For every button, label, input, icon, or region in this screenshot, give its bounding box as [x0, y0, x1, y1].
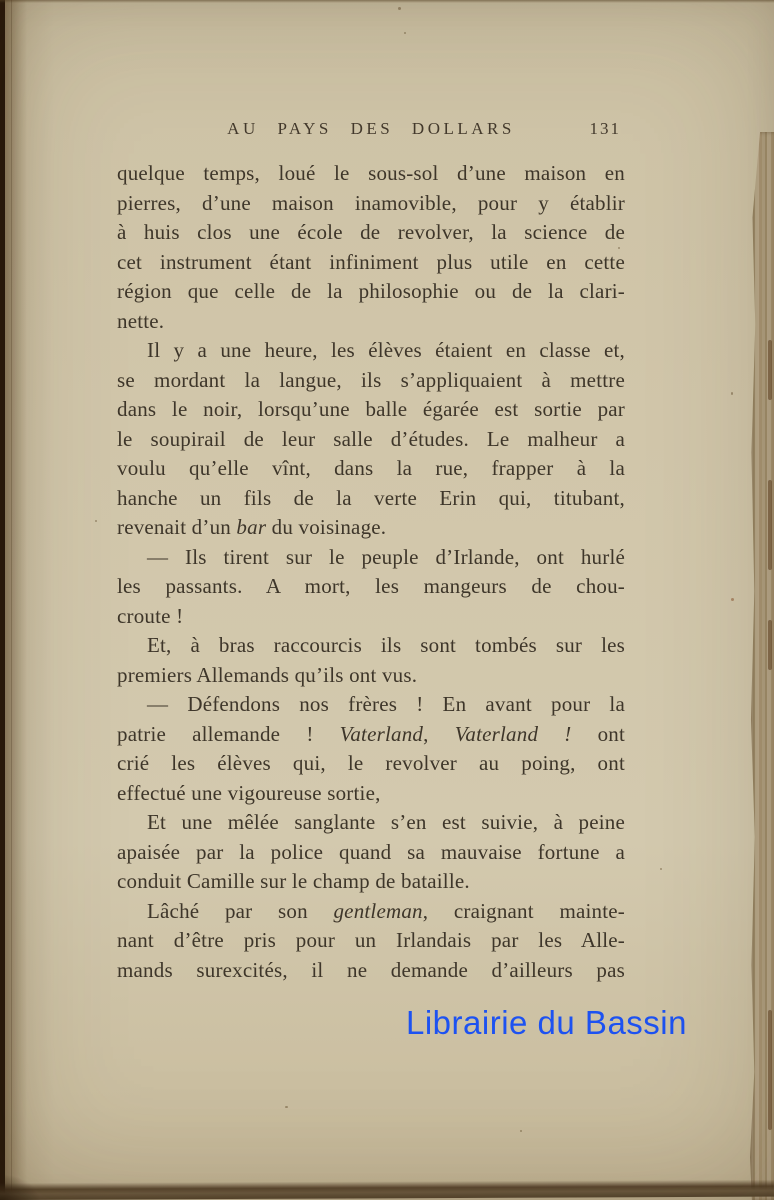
text-segment: à huis clos une école de revolver, la science de: [117, 220, 625, 244]
text-segment: nant d’être pris pour un Irlandais par les Alle-: [117, 928, 625, 952]
text-line: [117, 572, 625, 602]
text-segment: du voisinage.: [266, 515, 387, 539]
text-segment: Lâché par son: [147, 898, 334, 923]
text-segment: Et, à bras raccourcis ils sont tombés sur les: [147, 633, 625, 657]
text-segment: les passants. A mort, les mangeurs de chou-: [117, 574, 625, 598]
text-segment: crié les élèves qui, le revolver au poing, ont: [117, 751, 625, 775]
paper-speck: [95, 520, 97, 522]
text-line: [117, 631, 625, 661]
text-line: [117, 336, 625, 366]
text-line: [117, 395, 625, 425]
text-segment: dans le noir, lorsqu’une balle égarée est sortie par: [117, 397, 625, 421]
text-segment: voulu qu’elle vînt, dans la rue, frapper à la: [117, 456, 625, 480]
text-segment: pierres, d’une maison inamovible, pour y établir: [117, 190, 625, 215]
text-segment: le soupirail de leur salle d’études. Le malheur a: [117, 426, 625, 451]
text-segment: ,: [423, 721, 455, 746]
running-title: AU PAYS DES DOLLARS: [227, 119, 515, 138]
paper-speck: [398, 7, 401, 10]
text-line: [117, 425, 625, 455]
italic-text: gentleman: [333, 898, 423, 923]
text-line: [117, 867, 625, 897]
text-segment: ont: [571, 721, 625, 746]
text-line: [117, 277, 625, 307]
watermark: Librairie du Bassin: [406, 1004, 687, 1041]
page-number: 131: [589, 119, 621, 138]
fore-edge-streak: [768, 340, 772, 400]
text-line: [117, 189, 625, 219]
text-line: [117, 543, 625, 573]
text-line: [117, 720, 625, 750]
text-line: [117, 956, 625, 986]
text-segment: quelque temps, loué le sous-sol d’une maison en: [117, 161, 625, 185]
text-line: [117, 838, 625, 868]
text-segment: revenait d’un: [117, 515, 237, 539]
paper-speck: [404, 32, 406, 34]
paper-speck: [660, 868, 662, 870]
text-segment: nette.: [117, 308, 165, 333]
text-segment: cet instrument étant infiniment plus utile en cette: [117, 249, 625, 274]
text-line: [117, 661, 625, 691]
text-segment: , craignant mainte-: [422, 898, 625, 923]
bottom-left-corner-shadow: [0, 1174, 40, 1200]
text-line: [117, 159, 625, 189]
text-segment: — Ils tirent sur le peuple d’Irlande, ont hurlé: [147, 544, 625, 569]
italic-text: Vaterland: [339, 721, 424, 746]
paper-speck: [618, 247, 620, 249]
text-segment: — Défendons nos frères ! En avant pour la: [147, 692, 625, 716]
running-head: [117, 119, 625, 143]
text-segment: mands surexcités, il ne demande d’ailleurs pas: [117, 957, 625, 982]
fore-edge-streak: [768, 620, 772, 670]
text-segment: hanche un fils de la verte Erin qui, titubant,: [117, 485, 625, 510]
paper-speck: [731, 598, 734, 601]
text-line: [117, 926, 625, 956]
text-segment: apaisée par la police quand sa mauvaise fortune a: [117, 839, 625, 864]
italic-text: Vaterland !: [454, 721, 572, 746]
text-segment: conduit Camille sur le champ de bataille.: [117, 869, 470, 893]
text-segment: patrie allemande !: [117, 721, 340, 746]
text-line: [117, 366, 625, 396]
paper-speck: [520, 1130, 522, 1132]
text-segment: Il y a une heure, les élèves étaient en classe et,: [147, 338, 625, 362]
text-line: [117, 602, 625, 632]
text-block: [117, 159, 625, 985]
text-line: [117, 808, 625, 838]
text-segment: premiers Allemands qu’ils ont vus.: [117, 662, 418, 687]
text-line: [117, 307, 625, 337]
paper-speck: [285, 1106, 288, 1108]
spine-crease: [11, 0, 12, 1200]
text-segment: croute !: [117, 603, 184, 628]
text-line: [117, 248, 625, 278]
paper-speck: [731, 392, 733, 395]
text-line: [117, 218, 625, 248]
spine-shadow: [5, 0, 27, 1200]
text-segment: région que celle de la philosophie ou de la clari-: [117, 279, 625, 303]
text-line: [117, 779, 625, 809]
text-line: [117, 513, 625, 543]
text-line: [117, 454, 625, 484]
fore-edge-streak: [768, 1010, 772, 1130]
fore-edge-streak: [768, 480, 772, 570]
italic-text: bar: [236, 515, 267, 539]
bottom-page-edge: [0, 1180, 774, 1200]
spine-edge: [0, 0, 5, 1200]
text-line: [117, 690, 625, 720]
text-segment: effectué une vigoureuse sortie,: [117, 780, 381, 805]
text-segment: se mordant la langue, ils s’appliquaient à mettre: [117, 367, 625, 392]
text-segment: Et une mêlée sanglante s’en est suivie, à peine: [147, 810, 625, 834]
text-line: [117, 484, 625, 514]
text-line: [117, 749, 625, 779]
text-line: [117, 897, 625, 927]
top-edge-line: [0, 0, 774, 3]
